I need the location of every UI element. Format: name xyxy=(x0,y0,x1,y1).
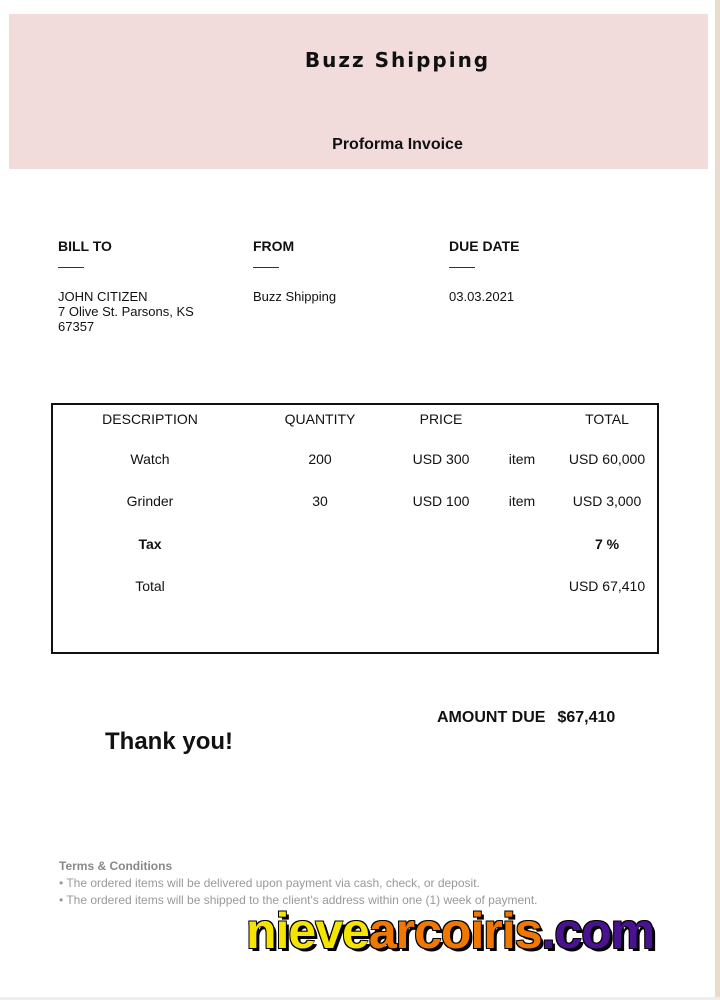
amount-due-value: $67,410 xyxy=(557,709,616,726)
from-name: Buzz Shipping xyxy=(253,289,337,304)
column-header: QUANTITY xyxy=(284,411,356,427)
table-cell: 30 xyxy=(312,493,328,509)
terms-item: • The ordered items will be shipped to the client's address within one (1) week of payment. xyxy=(59,893,538,907)
table-cell: Grinder xyxy=(126,493,174,509)
table-cell: item xyxy=(508,493,536,509)
company-name: Buzz Shipping xyxy=(304,48,491,72)
items-table xyxy=(51,403,659,654)
watermark-part: .com xyxy=(541,903,655,959)
table-cell: Total xyxy=(135,578,165,594)
bill-to-name: JOHN CITIZEN xyxy=(58,289,148,304)
watermark-part: nieve xyxy=(246,903,369,959)
from-section xyxy=(253,238,336,304)
document-title: Proforma Invoice xyxy=(332,136,463,153)
bill-to-section xyxy=(58,238,218,334)
column-header: PRICE xyxy=(419,411,463,427)
bill-to-label: BILL TO xyxy=(58,238,112,254)
divider xyxy=(449,267,475,268)
divider xyxy=(253,267,279,268)
table-cell: USD 100 xyxy=(412,493,470,509)
table-cell: item xyxy=(508,451,536,467)
terms-title: Terms & Conditions xyxy=(59,859,173,873)
table-cell: Tax xyxy=(138,536,162,552)
watermark-logo xyxy=(246,902,654,960)
column-header: DESCRIPTION xyxy=(102,411,198,427)
from-label: FROM xyxy=(253,238,295,254)
table-cell: Watch xyxy=(130,451,170,467)
column-header: TOTAL xyxy=(585,411,629,427)
due-date-value: 03.03.2021 xyxy=(449,289,515,304)
watermark-part: arcoiris xyxy=(368,903,542,959)
amount-due xyxy=(437,709,615,727)
thank-you-text: Thank you! xyxy=(105,728,234,755)
terms-item: • The ordered items will be delivered upon payment via cash, check, or deposit. xyxy=(59,876,480,890)
table-cell: USD 60,000 xyxy=(568,451,646,467)
due-date-section xyxy=(449,238,520,304)
divider xyxy=(58,267,84,268)
table-cell: 200 xyxy=(308,451,332,467)
invoice-header xyxy=(9,14,708,169)
table-cell: USD 67,410 xyxy=(568,578,646,594)
table-cell: USD 300 xyxy=(412,451,470,467)
amount-due-label: AMOUNT DUE xyxy=(437,709,546,726)
bill-to-address: 7 Olive St. Parsons, KS 67357 xyxy=(58,304,194,334)
due-date-label: DUE DATE xyxy=(449,238,520,254)
page-edge xyxy=(715,0,720,1000)
table-cell: USD 3,000 xyxy=(572,493,642,509)
table-cell: 7 % xyxy=(594,536,620,552)
